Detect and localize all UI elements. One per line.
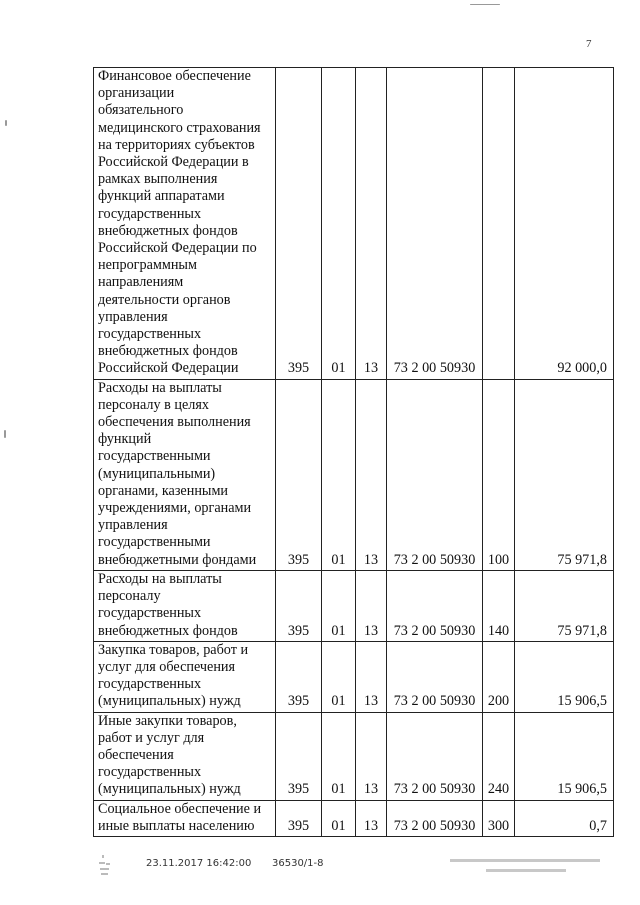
expense-type-cell: 300 xyxy=(483,800,515,836)
scan-speck xyxy=(470,4,500,5)
table-row xyxy=(94,68,614,380)
target-article-cell: 73 2 00 50930 xyxy=(387,68,483,380)
target-article-cell: 73 2 00 50930 xyxy=(387,800,483,836)
section-cell: 01 xyxy=(322,379,356,570)
table-row xyxy=(94,570,614,641)
amount-cell: 75 971,8 xyxy=(515,570,614,641)
table-row xyxy=(94,712,614,800)
expense-type-cell: 240 xyxy=(483,712,515,800)
row-name-cell: Иные закупки товаров, работ и услуг для обеспечения государственных (муниципальных) нужд xyxy=(94,712,276,800)
row-name-cell: Расходы на выплаты персоналу государственных внебюджетных фондов xyxy=(94,570,276,641)
footer-doc-number: 36530/1-8 xyxy=(272,858,324,869)
target-article-cell: 73 2 00 50930 xyxy=(387,379,483,570)
section-cell: 01 xyxy=(322,570,356,641)
ved-cell: 395 xyxy=(276,712,322,800)
table-row xyxy=(94,379,614,570)
target-article-cell: 73 2 00 50930 xyxy=(387,570,483,641)
table-row xyxy=(94,800,614,836)
expense-type-cell: 200 xyxy=(483,641,515,712)
amount-cell: 92 000,0 xyxy=(515,68,614,380)
row-name-cell: Закупка товаров, работ и услуг для обеспечения государственных (муниципальных) нужд xyxy=(94,641,276,712)
subsection-cell: 13 xyxy=(356,570,387,641)
section-cell: 01 xyxy=(322,641,356,712)
subsection-cell: 13 xyxy=(356,800,387,836)
page-number: 7 xyxy=(586,38,592,50)
scan-speck xyxy=(5,120,7,126)
ved-cell: 395 xyxy=(276,800,322,836)
ved-cell: 395 xyxy=(276,641,322,712)
page-footer xyxy=(0,853,640,893)
footer-datetime: 23.11.2017 16:42:00 xyxy=(146,858,252,869)
faint-registration-stamp xyxy=(450,855,610,881)
faint-stamp-mark xyxy=(96,853,116,879)
row-name-cell: Социальное обеспечение и иные выплаты населению xyxy=(94,800,276,836)
expense-type-cell: 140 xyxy=(483,570,515,641)
expense-type-cell xyxy=(483,68,515,380)
amount-cell: 0,7 xyxy=(515,800,614,836)
budget-table xyxy=(93,67,614,837)
subsection-cell: 13 xyxy=(356,712,387,800)
section-cell: 01 xyxy=(322,68,356,380)
row-name-cell: Расходы на выплаты персоналу в целях обеспечения выполнения функций государственными (муниципальными) органами, казенными учреждениями, органами управления государственными внебюджетными фондами xyxy=(94,379,276,570)
amount-cell: 15 906,5 xyxy=(515,641,614,712)
row-name-cell: Финансовое обеспечение организации обязательного медицинского страхования на территориях субъектов Российской Федерации в рамках выполнения функций аппаратами государственных внебюджетных фондов Российской Федерации по непрограммным направлениям деятельности органов управления государственных внебюджетных фондов Российской Федерации xyxy=(94,68,276,380)
amount-cell: 15 906,5 xyxy=(515,712,614,800)
ved-cell: 395 xyxy=(276,379,322,570)
table-row xyxy=(94,641,614,712)
section-cell: 01 xyxy=(322,712,356,800)
subsection-cell: 13 xyxy=(356,68,387,380)
section-cell: 01 xyxy=(322,800,356,836)
scan-speck xyxy=(4,430,6,438)
target-article-cell: 73 2 00 50930 xyxy=(387,641,483,712)
amount-cell: 75 971,8 xyxy=(515,379,614,570)
target-article-cell: 73 2 00 50930 xyxy=(387,712,483,800)
ved-cell: 395 xyxy=(276,68,322,380)
subsection-cell: 13 xyxy=(356,379,387,570)
expense-type-cell: 100 xyxy=(483,379,515,570)
subsection-cell: 13 xyxy=(356,641,387,712)
ved-cell: 395 xyxy=(276,570,322,641)
